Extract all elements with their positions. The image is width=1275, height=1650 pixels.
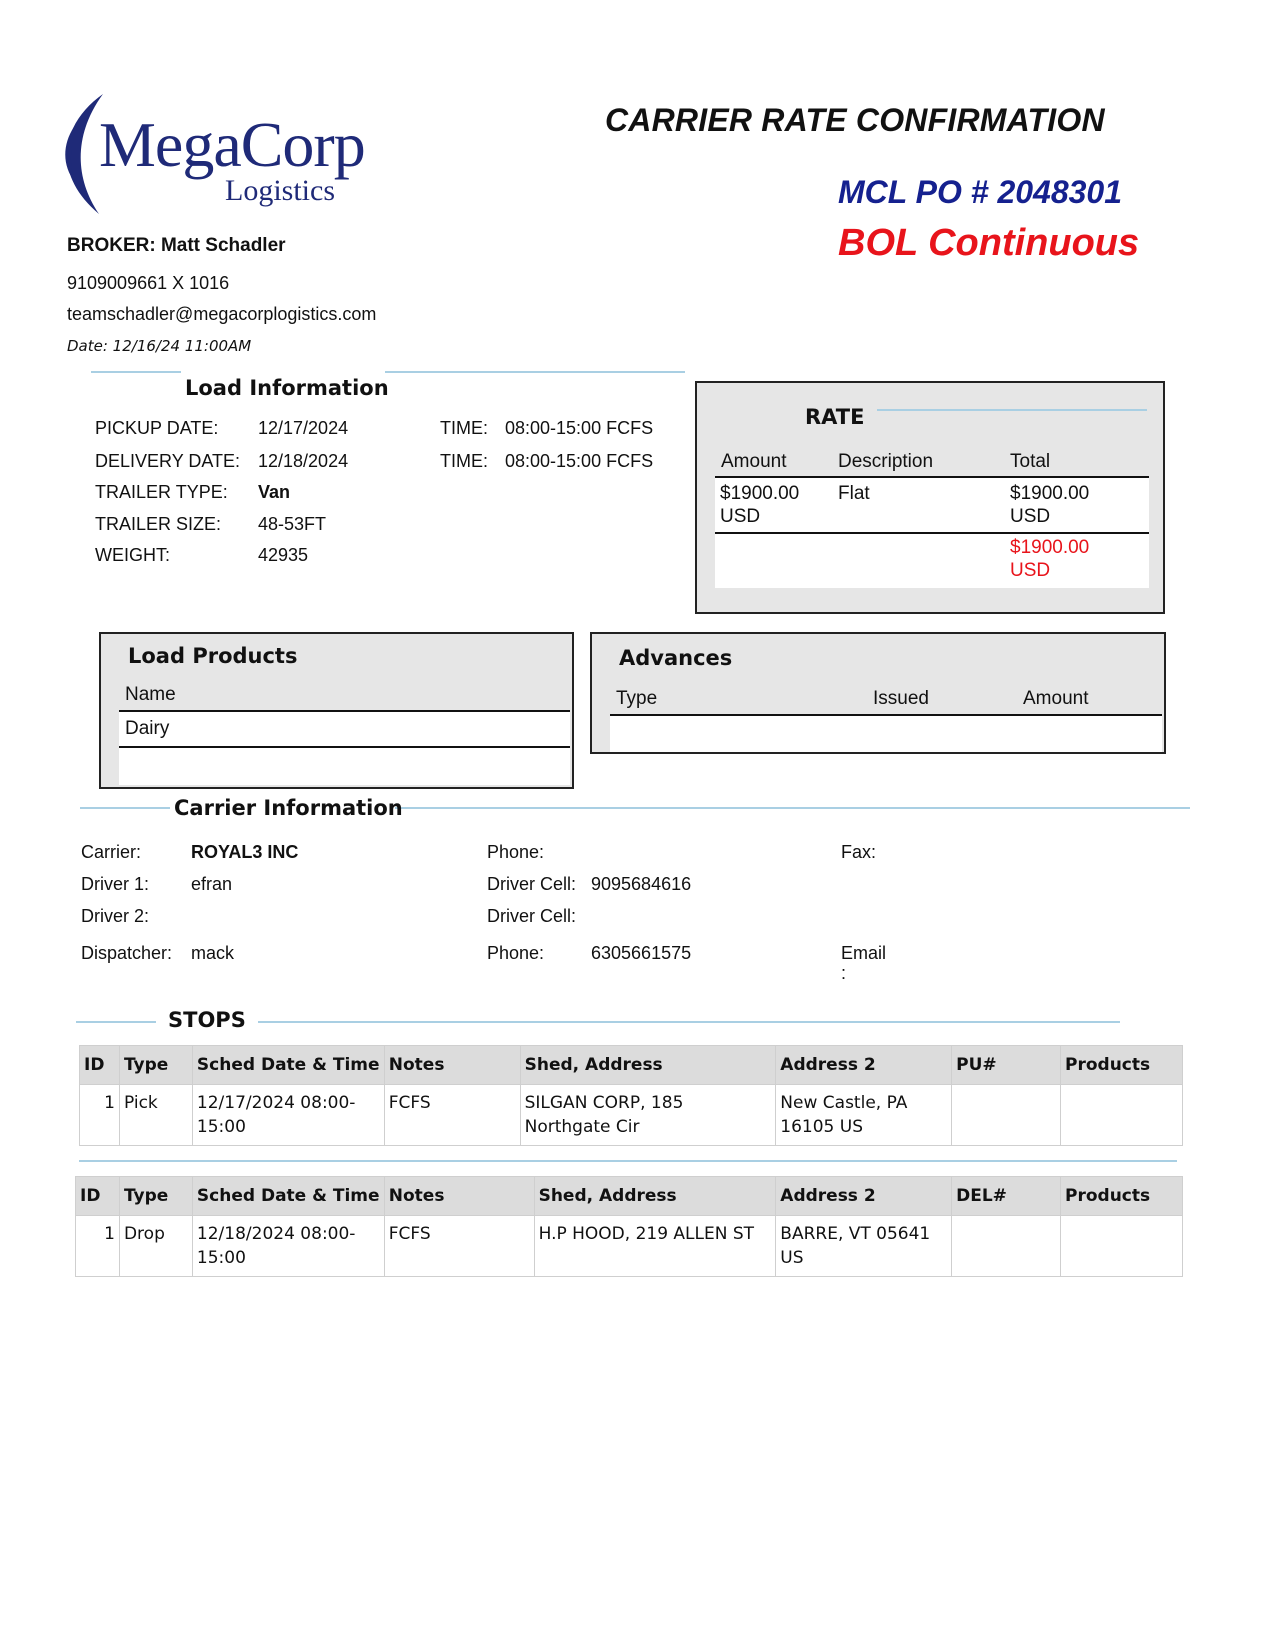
logo-sub-text: Logistics [225, 174, 335, 207]
rate-amount-value: $1900.00 [720, 483, 800, 504]
po-number: MCL PO # 2048301 [838, 174, 1123, 210]
divider [119, 710, 570, 712]
rate-col-description: Description [838, 451, 934, 472]
load-info-title: Load Information [185, 376, 389, 400]
document-title: CARRIER RATE CONFIRMATION [605, 102, 1105, 138]
stop-id: 1 [80, 1085, 120, 1146]
drop-stops-table [75, 1176, 1183, 1277]
divider [877, 409, 1147, 411]
stop-notes: FCFS [384, 1085, 520, 1146]
divider [715, 532, 1149, 534]
rate-grand-total [1010, 536, 1089, 582]
broker-line [67, 235, 286, 257]
dispatcher-phone: 6305661575 [591, 943, 692, 963]
col-notes: Notes [384, 1177, 534, 1216]
col-sched: Sched Date & Time [192, 1177, 384, 1216]
driver1-cell-label: Driver Cell: [487, 874, 577, 894]
stop-pu-number [952, 1085, 1061, 1146]
carrier-fax-label: Fax: [841, 842, 877, 862]
rate-title: RATE [805, 405, 865, 429]
col-type: Type [119, 1046, 192, 1085]
trailer-size: 48-53FT [258, 514, 327, 534]
stop-sched: 12/17/2024 08:00-15:00 [192, 1085, 384, 1146]
stop-del-number [952, 1216, 1061, 1277]
stop-address: H.P HOOD, 219 ALLEN ST [534, 1216, 776, 1277]
products-table-body [119, 712, 570, 785]
advances-col-amount: Amount [1023, 688, 1089, 709]
rate-box [695, 381, 1165, 614]
product-name: Dairy [125, 718, 170, 739]
pickup-stops-table [79, 1045, 1183, 1146]
col-address: Shed, Address [534, 1177, 776, 1216]
divider [385, 371, 685, 373]
driver2-cell-label: Driver Cell: [487, 906, 577, 926]
rate-amount-currency: USD [720, 506, 761, 527]
advances-title: Advances [619, 646, 733, 670]
col-sched: Sched Date & Time [192, 1046, 384, 1085]
rate-amount [720, 482, 799, 528]
trailer-size-label: TRAILER SIZE: [95, 514, 222, 534]
document-date: Date: 12/16/24 11:00AM [67, 337, 252, 355]
table-header-row [80, 1046, 1183, 1085]
stops-title: STOPS [168, 1008, 246, 1032]
products-col-name: Name [125, 684, 176, 705]
col-products: Products [1061, 1046, 1183, 1085]
stop-type: Pick [119, 1085, 192, 1146]
rate-grand-total-value: $1900.00 [1010, 537, 1090, 558]
stop-address2: New Castle, PA 16105 US [776, 1085, 952, 1146]
pickup-time: 08:00-15:00 FCFS [505, 418, 654, 438]
col-type: Type [119, 1177, 192, 1216]
dispatcher-name: mack [191, 943, 235, 963]
divider [119, 746, 570, 748]
broker-name: Matt Schadler [160, 235, 286, 256]
table-header-row [76, 1177, 1183, 1216]
divider [80, 807, 170, 809]
col-notes: Notes [384, 1046, 520, 1085]
stop-address: SILGAN CORP, 185 Northgate Cir [520, 1085, 776, 1146]
rate-total-value: $1900.00 [1010, 483, 1090, 504]
rate-grand-total-currency: USD [1010, 560, 1051, 581]
divider [79, 1160, 1177, 1162]
driver2-label: Driver 2: [81, 906, 150, 926]
col-address2: Address 2 [776, 1046, 952, 1085]
carrier-label: Carrier: [81, 842, 142, 862]
divider [395, 807, 1190, 809]
stop-notes: FCFS [384, 1216, 534, 1277]
dispatcher-phone-label: Phone: [487, 943, 545, 963]
company-logo [55, 92, 385, 217]
delivery-time: 08:00-15:00 FCFS [505, 451, 654, 471]
broker-email: teamschadler@megacorplogistics.com [67, 304, 377, 324]
broker-label: BROKER: [67, 235, 156, 256]
rate-total-currency: USD [1010, 506, 1051, 527]
rate-col-total: Total [1010, 451, 1051, 472]
load-products-box [99, 632, 574, 789]
pickup-time-label: TIME: [440, 418, 488, 438]
trailer-type-label: TRAILER TYPE: [95, 482, 228, 502]
pickup-date: 12/17/2024 [258, 418, 349, 438]
stop-id: 1 [76, 1216, 120, 1277]
dispatcher-email-label: Email [841, 943, 887, 963]
driver1-label: Driver 1: [81, 874, 150, 894]
col-address: Shed, Address [520, 1046, 776, 1085]
table-row [80, 1085, 1183, 1146]
advances-col-issued: Issued [873, 688, 929, 709]
logo-main-text: MegaCorp [99, 109, 365, 180]
advances-table-body [610, 716, 1162, 752]
dispatcher-email-colon: : [841, 963, 847, 983]
col-id: ID [76, 1177, 120, 1216]
advances-box [590, 632, 1166, 754]
delivery-date-label: DELIVERY DATE: [95, 451, 241, 471]
advances-col-type: Type [616, 688, 658, 709]
delivery-date: 12/18/2024 [258, 451, 349, 471]
rate-description: Flat [838, 483, 870, 504]
dispatcher-label: Dispatcher: [81, 943, 173, 963]
carrier-name: ROYAL3 INC [191, 842, 299, 862]
divider [76, 1021, 156, 1023]
rate-table-body [715, 478, 1149, 588]
col-del-number: DEL# [952, 1177, 1061, 1216]
stop-products [1061, 1085, 1183, 1146]
divider [258, 1021, 1120, 1023]
stop-sched: 12/18/2024 08:00-15:00 [192, 1216, 384, 1277]
rate-total [1010, 482, 1089, 528]
col-products: Products [1061, 1177, 1183, 1216]
rate-col-amount: Amount [721, 451, 787, 472]
trailer-type: Van [258, 482, 291, 502]
carrier-phone-label: Phone: [487, 842, 545, 862]
driver1-cell: 9095684616 [591, 874, 692, 894]
stop-type: Drop [119, 1216, 192, 1277]
divider [610, 714, 1162, 716]
divider [715, 476, 1149, 478]
stop-products [1061, 1216, 1183, 1277]
delivery-time-label: TIME: [440, 451, 488, 471]
weight: 42935 [258, 545, 309, 565]
stop-address2: BARRE, VT 05641 US [776, 1216, 952, 1277]
col-pu-number: PU# [952, 1046, 1061, 1085]
bol-label: BOL Continuous [838, 222, 1140, 264]
carrier-info-title: Carrier Information [174, 796, 403, 820]
pickup-date-label: PICKUP DATE: [95, 418, 219, 438]
weight-label: WEIGHT: [95, 545, 170, 565]
table-row [76, 1216, 1183, 1277]
broker-phone: 9109009661 X 1016 [67, 273, 230, 293]
driver1-name: efran [191, 874, 233, 894]
load-products-title: Load Products [128, 644, 298, 668]
col-id: ID [80, 1046, 120, 1085]
col-address2: Address 2 [776, 1177, 952, 1216]
divider [91, 371, 181, 373]
